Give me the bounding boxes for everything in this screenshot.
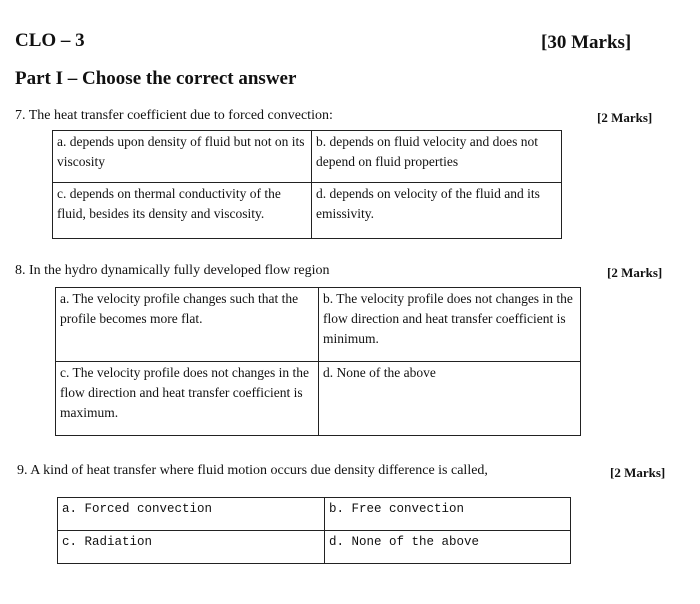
option-b[interactable]: b. depends on fluid velocity and does not depend on fluid properties: [312, 131, 562, 183]
option-d[interactable]: d. None of the above: [319, 362, 581, 436]
question-9-options: [57, 497, 571, 564]
question-8-options: [55, 287, 581, 436]
option-b[interactable]: b. The velocity profile does not changes in the flow direction and heat transfer coefficient is minimum.: [319, 288, 581, 362]
option-a[interactable]: a. The velocity profile changes such that the profile becomes more flat.: [56, 288, 319, 362]
question-9-marks: [2 Marks]: [610, 465, 666, 480]
clo-label: CLO – 3: [15, 30, 85, 51]
option-d[interactable]: d. depends on velocity of the fluid and its emissivity.: [312, 183, 562, 239]
option-d[interactable]: d. None of the above: [325, 531, 571, 564]
total-marks: [30 Marks]: [541, 32, 632, 53]
question-9-text: 9. A kind of heat transfer where fluid motion occurs due density difference is called,: [17, 463, 488, 478]
option-b[interactable]: b. Free convection: [325, 498, 571, 531]
question-7-options: [52, 130, 562, 239]
option-c[interactable]: c. Radiation: [58, 531, 325, 564]
option-a[interactable]: a. Forced convection: [58, 498, 325, 531]
question-8-marks: [2 Marks]: [607, 265, 663, 280]
option-c[interactable]: c. The velocity profile does not changes in the flow direction and heat transfer coefficient is maximum.: [56, 362, 319, 436]
part-title: Part I – Choose the correct answer: [15, 68, 297, 89]
question-8-text: 8. In the hydro dynamically fully developed flow region: [15, 263, 330, 278]
question-7-text: 7. The heat transfer coefficient due to forced convection:: [15, 108, 333, 123]
question-7-marks: [2 Marks]: [597, 110, 653, 125]
option-c[interactable]: c. depends on thermal conductivity of the fluid, besides its density and viscosity.: [53, 183, 312, 239]
option-a[interactable]: a. depends upon density of fluid but not on its viscosity: [53, 131, 312, 183]
